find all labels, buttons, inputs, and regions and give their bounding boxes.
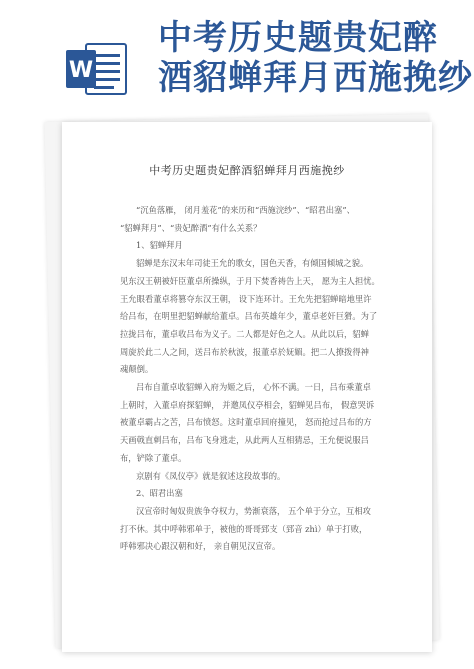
paragraph-line: 吕布自董卓收貂蝉入府为姬之后， 心怀不满。一日，吕布乘董卓: [136, 382, 371, 393]
paragraph-line: 拉拢吕布，董卓收吕布为义子。二人都是好色之人。从此以后，貂蝉: [120, 328, 369, 339]
paragraph-line: 见东汉王朝被奸臣董卓所操纵，于月下焚香祷告上天， 愿为主人担忧。: [120, 275, 380, 286]
section-heading: 1、貂蝉拜月: [136, 240, 183, 251]
paragraph-line: 魂颠倒。: [120, 364, 154, 375]
document-body: [120, 202, 408, 556]
paragraph-line: 貂蝉是东汉末年司徒王允的歌女，国色天香，有倾国倾城之貌。: [136, 258, 369, 269]
page-title-line-2: 酒貂蝉拜月西施挽纱: [158, 58, 473, 98]
page-title: [158, 18, 473, 98]
paragraph-line: “沉鱼落雁， 闭月羞花”的来历和“西施浣纱”、“昭君出塞”、: [136, 205, 355, 215]
paragraph-line: “貂蝉拜月”、“贵妃醉酒”有什么关系？: [120, 222, 262, 233]
paragraph-line: 呼韩邪决心跟汉朝和好， 亲自朝见汉宣帝。: [120, 541, 281, 552]
page-title-line-1: 中考历史题贵妃醉: [158, 18, 438, 58]
word-document-icon: [66, 40, 128, 98]
paragraph-line: 京剧有《凤仪亭》就是叙述这段故事的。: [136, 470, 286, 481]
paragraph-line: 汉宣帝时匈奴贵族争夺权力，势渐衰落， 五个单于分立，互相攻: [136, 505, 371, 516]
section-heading: 2、昭君出塞: [136, 488, 183, 499]
paragraph-line: 周旋於此二人之间，送吕布於秋波，报董卓於妩媚。把二人撩拨得神: [120, 346, 369, 357]
paragraph-line: 打不休。其中呼韩邪单于，被他的哥哥郅支（郅音 zhì）单于打败，: [120, 523, 368, 534]
document-title: 中考历史题贵妃醉酒貂蝉拜月西施挽纱: [149, 164, 345, 177]
word-icon-letter: W: [68, 58, 94, 83]
document-page: [62, 122, 432, 652]
paragraph-line: 王允眼看董卓将篡夺东汉王朝， 设下连环计。王允先把貂蝉暗地里许: [120, 293, 372, 304]
paragraph-line: 被董卓霸占之苦，吕布愤怒。这时董卓回府撞见， 怒而抢过吕布的方: [120, 417, 372, 428]
paragraph-line: 上朝时，入董卓府探貂蝉， 并邀凤仪亭相会，貂蝉见吕布， 假意哭诉: [120, 399, 375, 410]
paragraph-line: 天画戟直刺吕布，吕布飞身逃走，从此两人互相猜忌，王允便说服吕: [120, 435, 369, 446]
paragraph-line: 给吕布，在明里把貂蝉献给董卓。吕布英雄年少，董卓老奸巨猾。为了: [120, 311, 378, 322]
header-banner: [0, 0, 474, 118]
paragraph-line: 布，铲除了董卓。: [120, 452, 187, 463]
